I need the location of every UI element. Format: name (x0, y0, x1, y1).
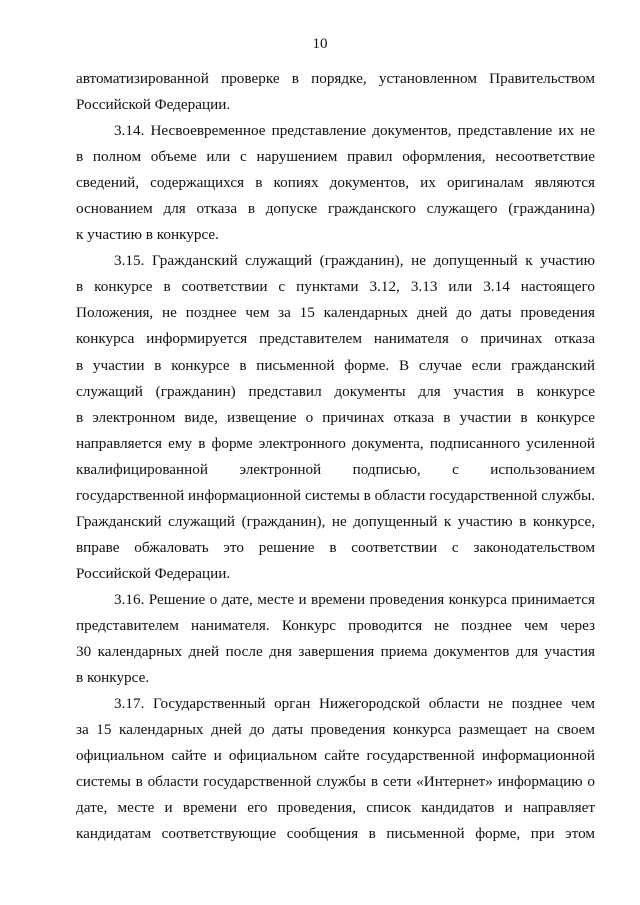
text-line: за 15 календарных дней до даты проведения конкурса размещает на своем (76, 721, 595, 739)
text-line: основанием для отказа в допуске гражданского служащего (гражданина) (76, 200, 595, 218)
text-line: к участию в конкурсе. (76, 226, 219, 244)
text-line: Российской Федерации. (76, 96, 231, 114)
document-body (76, 66, 595, 847)
text-line: представителем нанимателя. Конкурс проводится не позднее чем через (76, 616, 595, 634)
paragraph-first-line: 3.17. Государственный орган Нижегородской области не позднее чем (114, 695, 595, 713)
text-line: Гражданский служащий (гражданин), не допущенный к участию в конкурсе, (76, 512, 595, 530)
text-line: 30 календарных дней после дня завершения приема документов для участия (76, 643, 595, 661)
text-line: квалифицированной электронной подписью, с использованием (76, 460, 595, 478)
text-line: Положения, не позднее чем за 15 календарных дней до даты проведения (76, 304, 595, 322)
text-line: сведений, содержащихся в копиях документов, их оригиналам являются (76, 174, 595, 192)
page-number: 10 (312, 36, 328, 52)
paragraph-first-line: 3.14. Несвоевременное представление документов, представление их не (114, 122, 595, 140)
text-line: в электронном виде, извещение о причинах отказа в участии в конкурсе (76, 408, 595, 426)
text-line: служащий (гражданин) представил документы для участия в конкурсе (76, 382, 595, 400)
text-line: направляется ему в форме электронного документа, подписанного усиленной (76, 434, 595, 452)
text-line: государственной информационной системы в области государственной службы. (76, 486, 595, 504)
paragraph-first-line: 3.15. Гражданский служащий (гражданин), не допущенный к участию (114, 252, 595, 270)
text-line: в участии в конкурсе в письменной форме. В случае если гражданский (76, 356, 595, 374)
text-line: Российской Федерации. (76, 564, 231, 582)
text-line: официальном сайте и официальном сайте государственной информационной (76, 747, 595, 765)
paragraph-first-line: 3.16. Решение о дате, месте и времени проведения конкурса принимается (114, 590, 595, 608)
text-line: автоматизированной проверке в порядке, установленном Правительством (76, 70, 595, 87)
text-line: кандидатам соответствующие сообщения в письменной форме, при этом (76, 825, 595, 843)
text-line: конкурса информируется представителем нанимателя о причинах отказа (76, 330, 595, 348)
text-line: системы в области государственной службы в сети «Интернет» информацию о (76, 773, 595, 791)
text-line: в конкурсе в соответствии с пунктами 3.12, 3.13 или 3.14 настоящего (76, 278, 595, 296)
text-line: дате, месте и времени его проведения, список кандидатов и направляет (76, 799, 595, 817)
text-line: в полном объеме или с нарушением правил оформления, несоответствие (76, 148, 595, 166)
text-line: в конкурсе. (76, 669, 150, 687)
text-line: вправе обжаловать это решение в соответствии с законодательством (76, 538, 595, 556)
